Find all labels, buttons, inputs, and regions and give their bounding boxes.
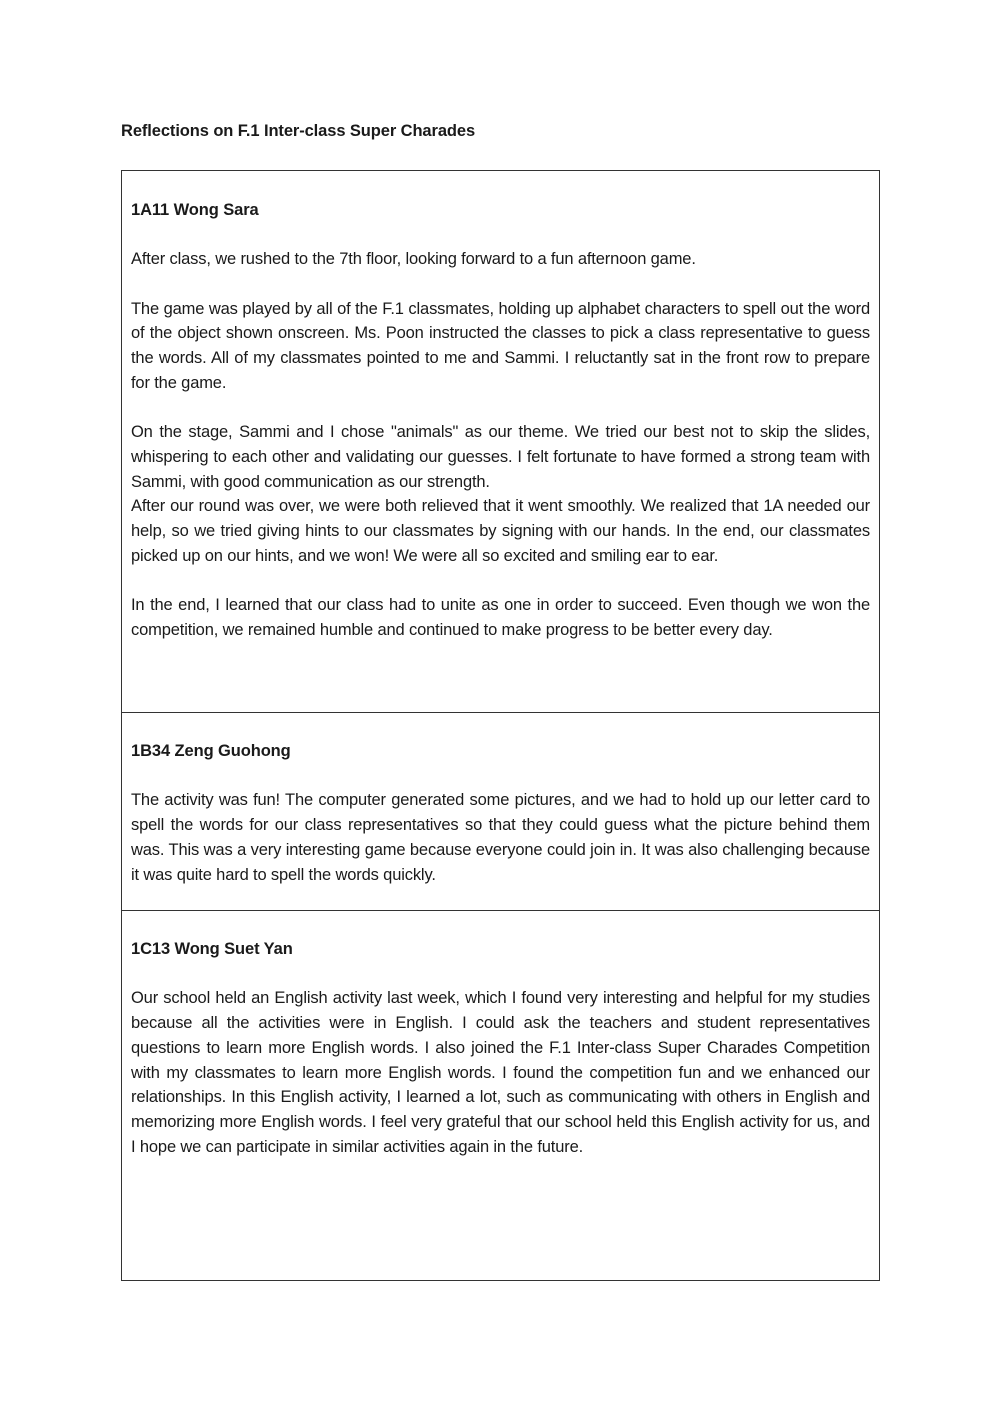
row-divider: [122, 910, 879, 911]
entry-author: 1C13 Wong Suet Yan: [131, 940, 293, 958]
reflection-entry-sara: [122, 198, 879, 643]
row-divider: [122, 712, 879, 713]
page-title: Reflections on F.1 Inter-class Super Charades: [121, 122, 476, 140]
entry-paragraph: The game was played by all of the F.1 classmates, holding up alphabet characters to spell out the word of the object shown onscreen. Ms. Poon instructed the classes to pick a class representative to guess the words. All of my classmates pointed to me and Sammi. I reluctantly sat in the front row to prepare for the game.: [131, 299, 870, 392]
entry-author: 1B34 Zeng Guohong: [131, 742, 291, 760]
reflection-entry-suet-yan: [122, 937, 879, 1159]
entry-author: 1A11 Wong Sara: [131, 201, 259, 219]
entry-paragraph: After our round was over, we were both relieved that it went smoothly. We realized that 1A needed our help, so we tried giving hints to our classmates by signing with our hands. In the end, our classmates picked up on our hints, and we won! We were all so excited and smiling ear to ear.: [131, 497, 870, 565]
entry-paragraph: Our school held an English activity last week, which I found very interesting and helpful for my studies because all the activities were in English. I could ask the teachers and student representatives questions to learn more English words. I also joined the F.1 Inter-class Super Charades Competition with my classmates to learn more English words. I found the competition fun and we enhanced our relationships. In this English activity, I learned a lot, such as communicating with others in English and memorizing more English words. I feel very grateful that our school held this English activity for us, and I hope we can participate in similar activities again in the future.: [131, 989, 870, 1156]
entry-paragraph: In the end, I learned that our class had to unite as one in order to succeed. Even though we won the competition, we remained humble and continued to make progress to be better every day.: [131, 596, 870, 639]
entry-paragraph: On the stage, Sammi and I chose "animals" as our theme. We tried our best not to skip the slides, whispering to each other and validating our guesses. I felt fortunate to have formed a strong team with Sammi, with good communication as our strength.: [131, 423, 870, 491]
reflection-entry-guohong: [122, 739, 879, 887]
reflections-table: [121, 170, 880, 1281]
entry-paragraph: The activity was fun! The computer generated some pictures, and we had to hold up our letter card to spell the words for our class representatives so that they could guess what the picture behind them was. This was a very interesting game because everyone could join in. It was also challenging because it was quite hard to spell the words quickly.: [131, 791, 870, 884]
entry-paragraph: After class, we rushed to the 7th floor, looking forward to a fun afternoon game.: [131, 250, 696, 269]
